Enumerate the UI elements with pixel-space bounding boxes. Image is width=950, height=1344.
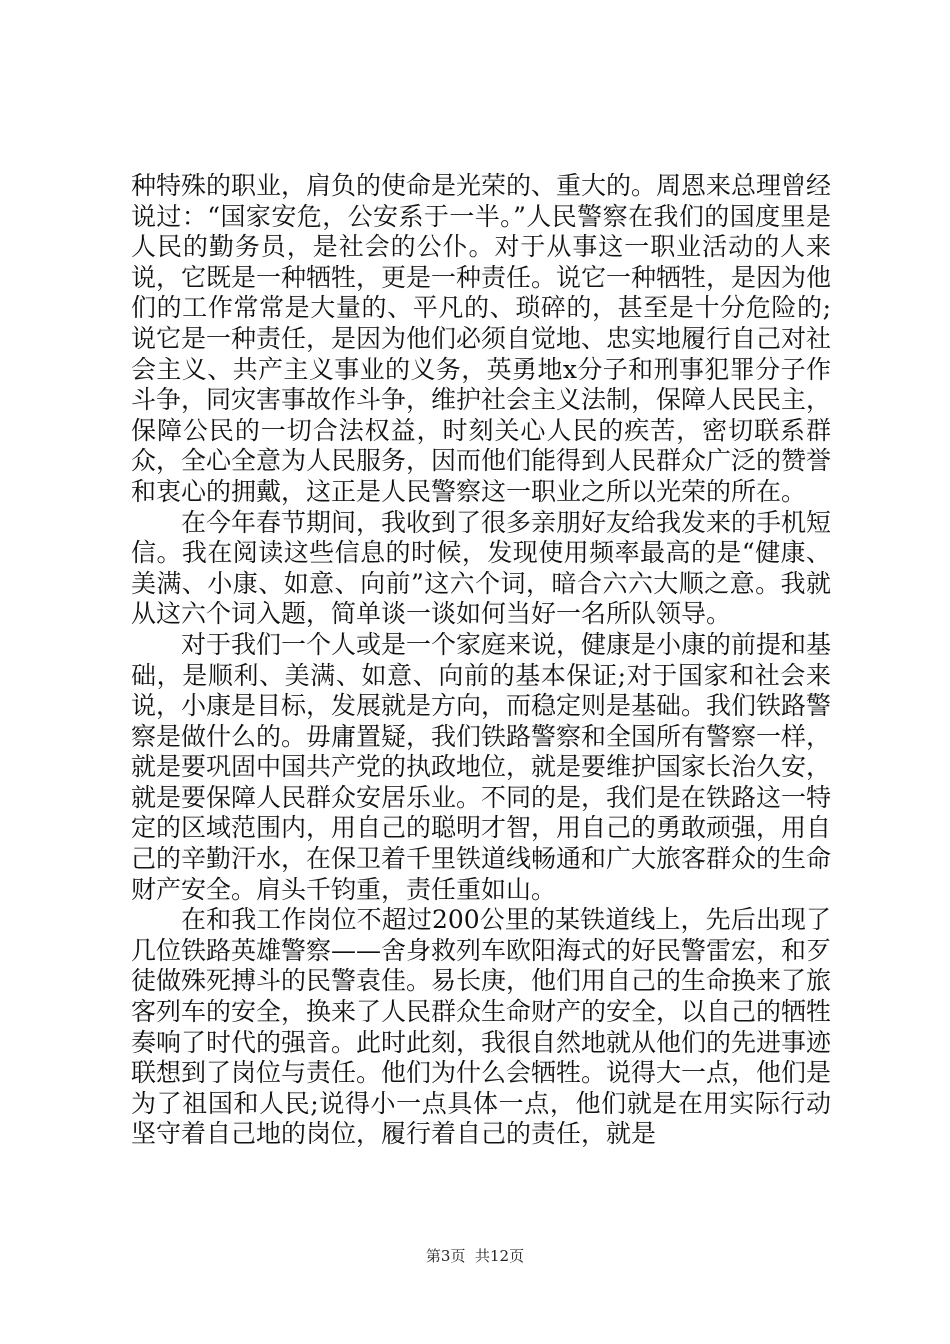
paragraph-3: 对于我们一个人或是一个家庭来说，健康是小康的前提和基础，是顺利、美满、如意、向前的基本保证;对于国家和社会来说，小康是目标，发展就是方向，而稳定则是基础。我们铁路警察是做什么的。毋庸置疑，我们铁路警察和全国所有警察一样，就是要巩固中国共产党的执政地位，就是要维护国家长治久安，就是要保障人民群众安居乐业。不同的是，我们是在铁路这一特定的区域范围内，用自己的聪明才智，用自己的勇敢顽强，用自己的辛勤汗水，在保卫着千里铁道线畅通和广大旅客群众的生命财产安全。肩头千钧重，责任重如山。 xyxy=(131,629,832,904)
document-body xyxy=(131,171,831,1150)
paragraph-2: 在今年春节期间，我收到了很多亲朋好友给我发来的手机短信。我在阅读这些信息的时候，发现使用频率最高的是“健康、美满、小康、如意、向前”这六个词，暗合六六大顺之意。我就从这六个词入题，简单谈一谈如何当好一名所队领导。 xyxy=(131,507,832,629)
page-footer xyxy=(0,1246,950,1266)
page-total: 共12页 xyxy=(475,1247,525,1265)
paragraph-4: 在和我工作岗位不超过200公里的某铁道线上，先后出现了几位铁路英雄警察——舍身救列车欧阳海式的好民警雷宏，和歹徒做殊死搏斗的民警袁佳。易长庚，他们用自己的生命换来了旅客列车的安全，换来了人民群众生命财产的安全，以自己的牺牲奏响了时代的强音。此时此刻，我很自然地就从他们的先进事迹联想到了岗位与责任。他们为什么会牺牲。说得大一点，他们是为了祖国和人民;说得小一点具体一点，他们就是在用实际行动坚守着自己地的岗位，履行着自己的责任，就是 xyxy=(131,905,832,1149)
paragraph-1: 种特殊的职业，肩负的使命是光荣的、重大的。周恩来总理曾经说过：“国家安危，公安系于一半。”人民警察在我们的国度里是人民的勤务员，是社会的公仆。对于从事这一职业活动的人来说，它既是一种牺牲，更是一种责任。说它一种牺牲，是因为他们的工作常常是大量的、平凡的、琐碎的，甚至是十分危险的;说它是一种责任，是因为他们必须自觉地、忠实地履行自己对社会主义、共产主义事业的义务，英勇地x分子和刑事犯罪分子作斗争，同灾害事故作斗争，维护社会主义法制，保障人民民主，保障公民的一切合法权益，时刻关心人民的疾苦，密切联系群众，全心全意为人民服务，因而他们能得到人民群众广泛的赞誉和衷心的拥戴，这正是人民警察这一职业之所以光荣的所在。 xyxy=(131,171,832,506)
page-number: 第3页 xyxy=(425,1247,466,1265)
